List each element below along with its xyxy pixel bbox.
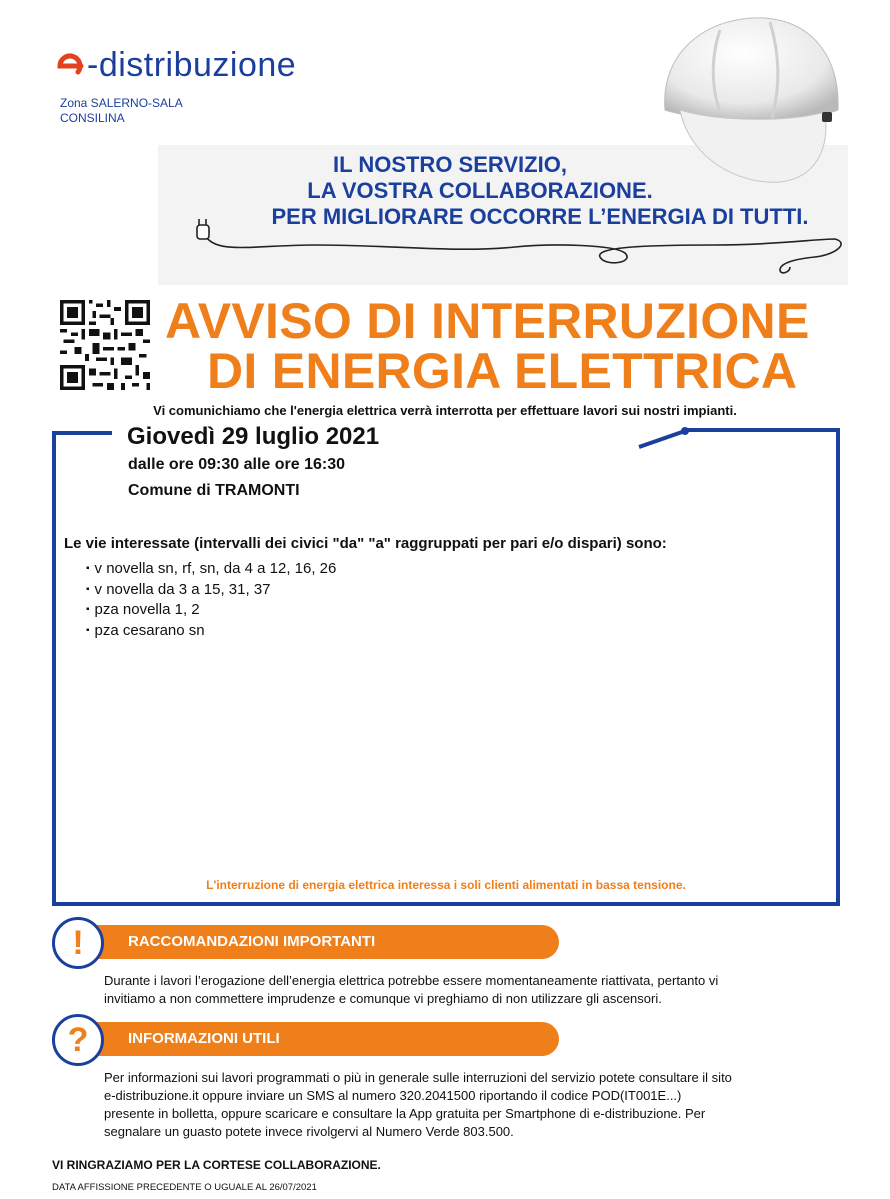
- question-icon: ?: [52, 1014, 104, 1066]
- low-voltage-note: L'interruzione di energia elettrica interessa i soli clienti alimentati in bassa tensione.: [206, 878, 686, 892]
- box-border-segment: [685, 428, 840, 432]
- e-logo-icon: [55, 50, 85, 80]
- brand-name: -distribuzione: [87, 46, 297, 84]
- notice-title: AVVISO DI INTERRUZIONE DI ENERGIA ELETTRICA: [165, 293, 810, 399]
- brand-logo: [55, 48, 296, 82]
- info-text: Per informazioni sui lavori programmati o più in generale sulle interruzioni del servizio potete consultare il sito e-distribuzione.it oppure inviare un SMS al numero 320.2041500 riportando il codice POD(IT001E...) presente in bolletta, oppure scaricare e consultare la App gratuita per Smartphone di e-distribuzione. Per segnalare un guasto potete invece rivolgervi al Numero Verde 803.500.: [104, 1070, 732, 1139]
- box-border-segment: [52, 431, 112, 435]
- exclamation-icon: !: [52, 917, 104, 969]
- list-item: ▪ v novella da 3 a 15, 31, 37: [86, 580, 336, 601]
- outage-date: Giovedì 29 luglio 2021: [127, 423, 380, 450]
- recommendations-banner: [72, 925, 559, 959]
- outage-hours: dalle ore 09:30 alle ore 16:30: [128, 456, 346, 473]
- list-item: ▪ v novella sn, rf, sn, da 4 a 12, 16, 26: [86, 559, 336, 580]
- recommendations-text: Durante i lavori l’erogazione dell’energia elettrica potrebbe essere momentaneamente riattivata, pertanto vi invitiamo a non commettere imprudenze e comunque vi preghiamo di non utilizzare gli ascensori.: [104, 973, 719, 1006]
- outage-comune: Comune di TRAMONTI: [128, 482, 300, 499]
- notice-box: [52, 431, 840, 906]
- posting-date: DATA AFFISSIONE PRECEDENTE O UGUALE AL 26/07/2021: [52, 1182, 317, 1193]
- streets-list: [86, 559, 336, 641]
- qr-code-icon: [60, 300, 150, 390]
- slogan: IL NOSTRO SERVIZIO, LA VOSTRA COLLABORAZIONE. PER MIGLIORARE OCCORRE L’ENERGIA DI TUTTI.: [271, 152, 809, 229]
- info-heading: INFORMAZIONI UTILI: [128, 1030, 280, 1047]
- list-item: ▪ pza cesarano sn: [86, 621, 336, 642]
- cable-line-icon: [635, 425, 705, 450]
- intro-text: Vi comunichiamo che l'energia elettrica verrà interrotta per effettuare lavori sui nostri impianti.: [153, 403, 737, 418]
- list-item: ▪ pza novella 1, 2: [86, 600, 336, 621]
- recommendations-heading: RACCOMANDAZIONI IMPORTANTI: [128, 933, 376, 950]
- thanks-text: VI RINGRAZIAMO PER LA CORTESE COLLABORAZIONE.: [52, 1158, 381, 1172]
- zone-label: Zona SALERNO-SALA CONSILINA: [60, 96, 183, 125]
- info-banner: [72, 1022, 559, 1056]
- streets-heading: Le vie interessate (intervalli dei civici "da" "a" raggruppati per pari e/o dispari) sono:: [64, 535, 667, 552]
- plug-cable-icon: [195, 215, 855, 280]
